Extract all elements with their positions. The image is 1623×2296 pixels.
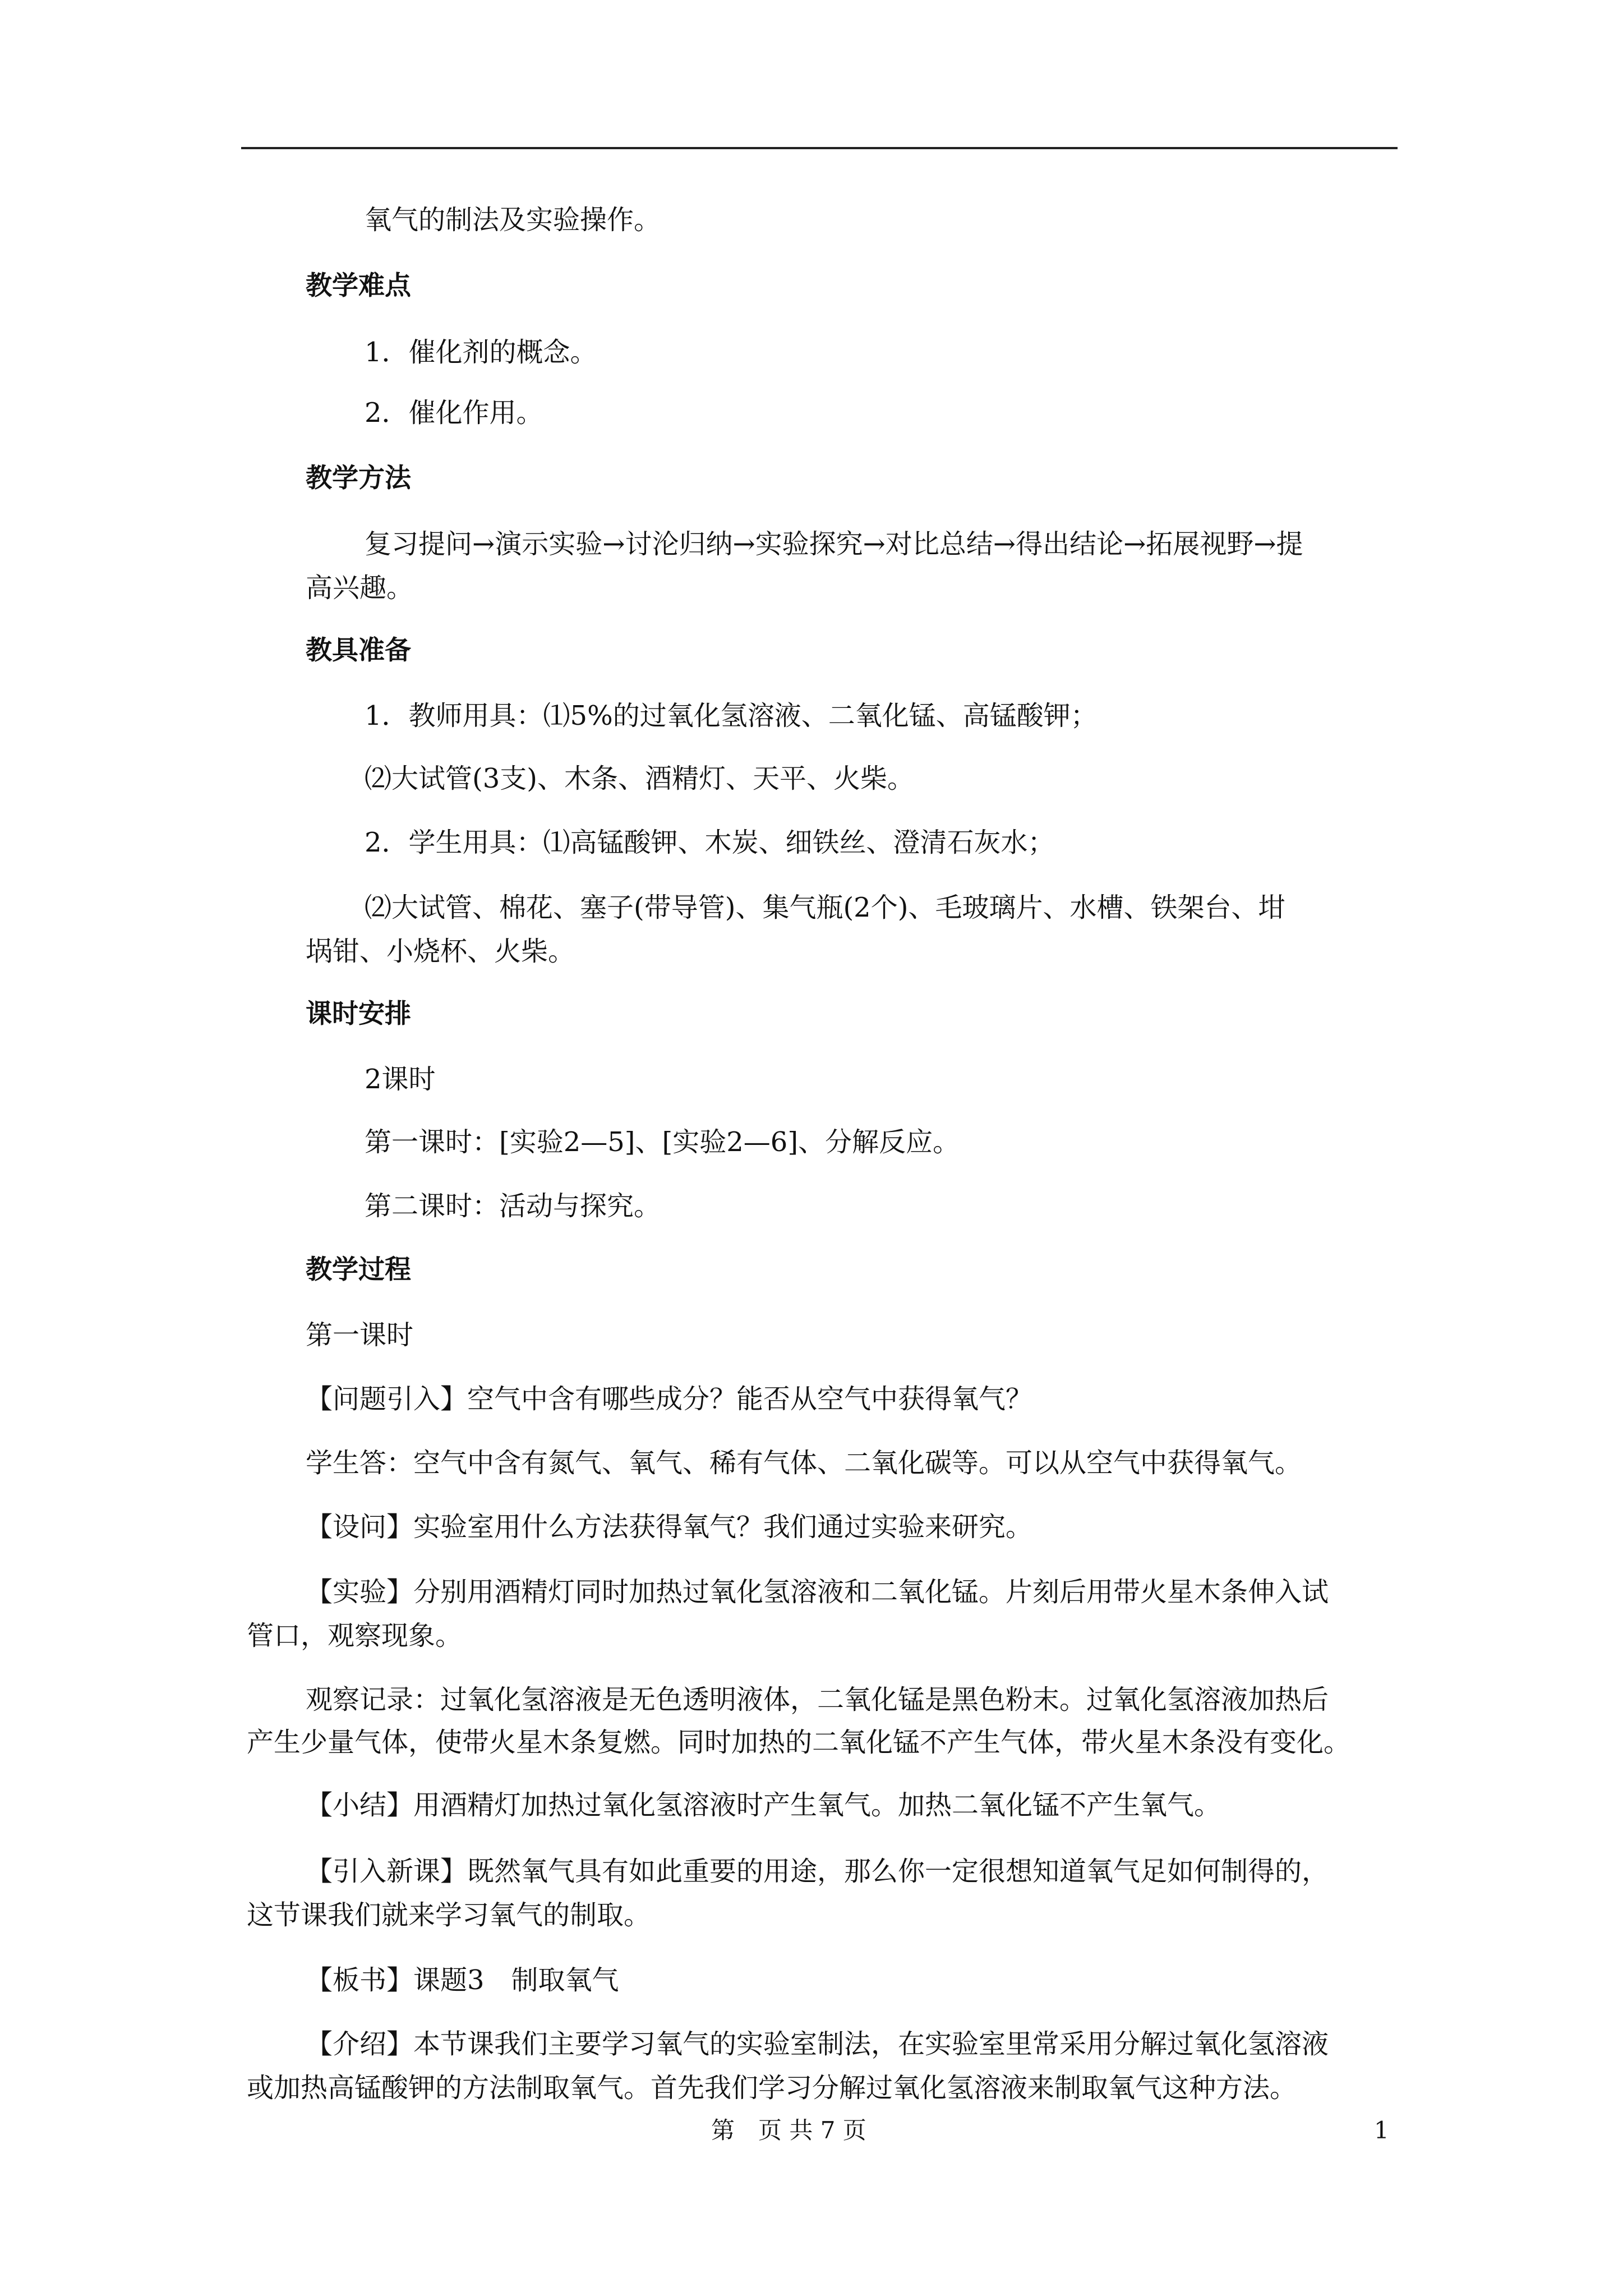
header-rule: [241, 147, 1398, 149]
text-line: 高兴趣。: [306, 572, 414, 604]
text-line: ⑵大试管、棉花、塞子(带导管)、集气瓶(2个)、毛玻璃片、水槽、铁架台、坩: [365, 892, 1285, 923]
text-line: 2课时: [365, 1064, 436, 1095]
text-line: 产生少量气体，使带火星木条复燃。同时加热的二氧化锰不产生气体，带火星木条没有变化。: [247, 1727, 1351, 1758]
text-line: 复习提问→演示实验→讨沦归纳→实验探究→对比总结→得出结论→拓展视野→提: [365, 528, 1303, 560]
text-line: 【问题引入】空气中含有哪些成分？能否从空气中获得氧气？: [306, 1383, 1033, 1415]
section-heading-method: 教学方法: [306, 463, 411, 494]
text-line: 1．催化剂的概念。: [365, 337, 597, 368]
footer-page-number: 1: [1374, 2116, 1389, 2144]
section-heading-schedule: 课时安排: [306, 999, 411, 1029]
text-line: 第一课时：[实验2—5]、[实验2—6]、分解反应。: [365, 1126, 960, 1158]
text-line: 【介绍】本节课我们主要学习氧气的实验室制法，在实验室里常采用分解过氧化氢溶液: [306, 2028, 1329, 2060]
text-line: 第一课时: [306, 1319, 414, 1351]
text-line: 氧气的制法及实验操作。: [365, 204, 661, 236]
text-line: 学生答：空气中含有氮气、氧气、稀有气体、二氧化碳等。可以从空气中获得氧气。: [306, 1447, 1302, 1479]
text-line: 第二课时：活动与探究。: [365, 1190, 661, 1222]
text-line: 2．催化作用。: [365, 397, 543, 429]
text-line: 【设问】实验室用什么方法获得氧气？我们通过实验来研究。: [306, 1511, 1033, 1543]
section-heading-difficulty: 教学难点: [306, 270, 411, 301]
text-line: ⑵大试管(3支)、木条、酒精灯、天平、火柴。: [365, 763, 914, 794]
text-line: 管口，观察现象。: [247, 1620, 463, 1651]
text-line: 观察记录：过氧化氢溶液是无色透明液体，二氧化锰是黑色粉末。过氧化氢溶液加热后: [306, 1684, 1329, 1715]
text-line: 这节课我们就来学习氧气的制取。: [247, 1899, 651, 1931]
text-line: 【引入新课】既然氧气具有如此重要的用途，那么你一定很想知道氧气足如何制得的，: [306, 1856, 1329, 1887]
footer-page-info: 第 页 共 7 页: [711, 2116, 866, 2144]
text-line: 【小结】用酒精灯加热过氧化氢溶液时产生氧气。加热二氧化锰不产生氧气。: [306, 1789, 1221, 1821]
text-line: 2．学生用具：⑴高锰酸钾、木炭、细铁丝、澄清石灰水；: [365, 827, 1055, 858]
section-heading-process: 教学过程: [306, 1254, 411, 1285]
text-line: 埚钳、小烧杯、火柴。: [306, 936, 575, 967]
text-line: 【实验】分别用酒精灯同时加热过氧化氢溶液和二氧化锰。片刻后用带火星木条伸入试: [306, 1576, 1329, 1608]
section-heading-tools: 教具准备: [306, 635, 411, 666]
text-line: 或加热高锰酸钾的方法制取氧气。首先我们学习分解过氧化氢溶液来制取氧气这种方法。: [247, 2072, 1297, 2104]
text-line: 【板书】课题3 制取氧气: [306, 1964, 619, 1996]
text-line: 1．教师用具：⑴5%的过氧化氢溶液、二氧化锰、高锰酸钾；: [365, 700, 1098, 731]
